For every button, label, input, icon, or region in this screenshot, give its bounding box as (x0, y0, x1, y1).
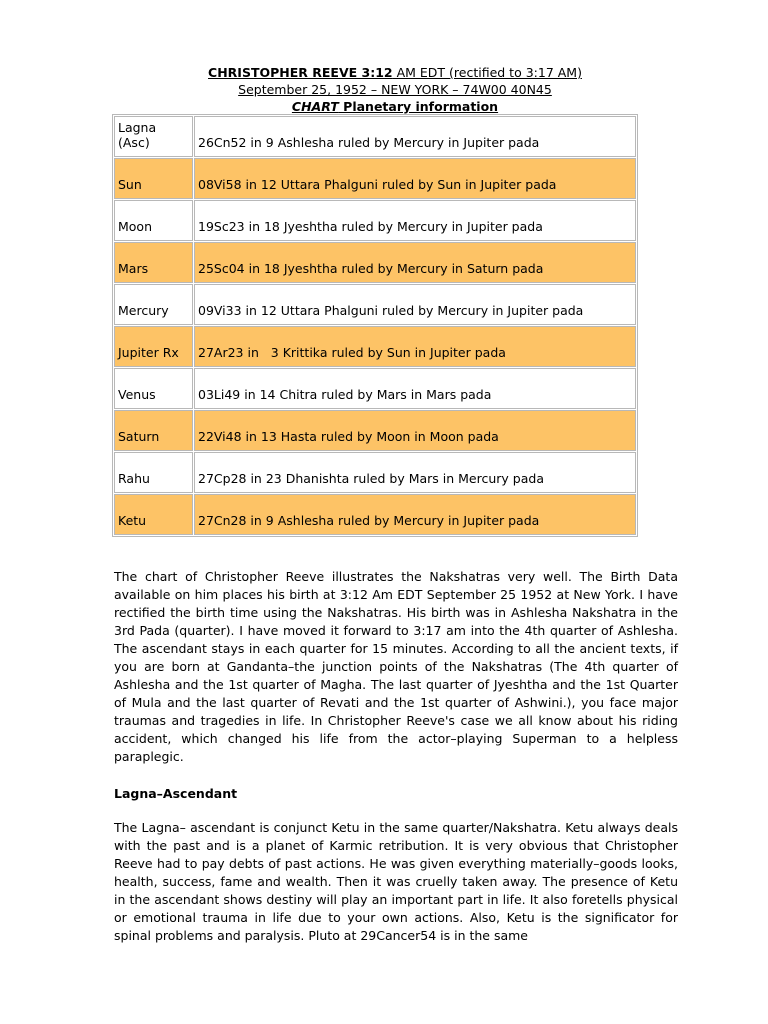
title-line (0, 64, 768, 81)
planetary-info-label: Planetary information (338, 99, 499, 114)
planet-info: 19Sc23 in 18 Jyeshtha ruled by Mercury in Jupiter pada (194, 200, 636, 241)
document-header (0, 64, 768, 115)
planet-info: 27Cn28 in 9 Ashlesha ruled by Mercury in Jupiter pada (194, 494, 636, 535)
section-heading: Lagna–Ascendant (114, 786, 238, 801)
planet-name: Mars (114, 242, 193, 283)
table-row (114, 452, 636, 493)
planet-name: Lagna (Asc) (114, 116, 193, 157)
table-row (114, 116, 636, 157)
chart-info-line (0, 98, 768, 115)
date-location-text: September 25, 1952 – NEW YORK – 74W00 40N45 (238, 82, 552, 97)
planet-name: Ketu (114, 494, 193, 535)
table-row (114, 284, 636, 325)
planet-info: 09Vi33 in 12 Uttara Phalguni ruled by Mercury in Jupiter pada (194, 284, 636, 325)
planet-name: Sun (114, 158, 193, 199)
table-row (114, 410, 636, 451)
lagna-paragraph: The Lagna– ascendant is conjunct Ketu in the same quarter/Nakshatra. Ketu always deals with the past and is a planet of Karmic retribution. It is very obvious that Christopher Reeve had to pay debts of past actions. He was given everything materially–goods looks, health, success, fame and wealth. Then it was cruelly taken away. The presence of Ketu in the ascendant shows destiny will play an important part in life. It also foretells physical or emotional trauma in life due to your own actions. Also, Ketu is the significator for spinal problems and paralysis. Pluto at 29Cancer54 is in the same (114, 820, 678, 943)
title-rest: AM EDT (rectified to 3:17 AM) (392, 65, 582, 80)
table-row (114, 368, 636, 409)
planet-info: 27Cp28 in 23 Dhanishta ruled by Mars in Mercury pada (194, 452, 636, 493)
planet-info: 08Vi58 in 12 Uttara Phalguni ruled by Sun in Jupiter pada (194, 158, 636, 199)
planet-info: 22Vi48 in 13 Hasta ruled by Moon in Moon pada (194, 410, 636, 451)
planet-name: Saturn (114, 410, 193, 451)
title-bold: CHRISTOPHER REEVE 3:12 (208, 65, 393, 80)
planet-name: Jupiter Rx (114, 326, 193, 367)
date-location-line (0, 81, 768, 98)
table-row (114, 158, 636, 199)
planet-name: Venus (114, 368, 193, 409)
table-row (114, 242, 636, 283)
planet-name: Moon (114, 200, 193, 241)
planet-name: Mercury (114, 284, 193, 325)
planet-info: 03Li49 in 14 Chitra ruled by Mars in Mars pada (194, 368, 636, 409)
chart-label: CHART (291, 99, 339, 114)
table-row (114, 494, 636, 535)
planet-info: 27Ar23 in 3 Krittika ruled by Sun in Jupiter pada (194, 326, 636, 367)
table-row (114, 326, 636, 367)
table-row (114, 200, 636, 241)
planet-info: 26Cn52 in 9 Ashlesha ruled by Mercury in Jupiter pada (194, 116, 636, 157)
planet-info: 25Sc04 in 18 Jyeshtha ruled by Mercury in Saturn pada (194, 242, 636, 283)
planetary-table (112, 114, 638, 537)
intro-paragraph: The chart of Christopher Reeve illustrates the Nakshatras very well. The Birth Data available on him places his birth at 3:12 Am EDT September 25 1952 at New York. I have rectified the birth time using the Nakshatras. His birth was in Ashlesha Nakshatra in the 3rd Pada (quarter). I have moved it forward to 3:17 am into the 4th quarter of Ashlesha. The ascendant stays in each quarter for 15 minutes. According to all the ancient texts, if you are born at Gandanta–the junction points of the Nakshatras (The 4th quarter of Ashlesha and the 1st quarter of Magha. The last quarter of Jyeshtha and the 1st Quarter of Mula and the last quarter of Revati and the 1st quarter of Ashwini.), you face major traumas and tragedies in life. In Christopher Reeve's case we all know about his riding accident, which changed his life from the actor–playing Superman to a helpless paraplegic. (114, 569, 678, 764)
planet-name: Rahu (114, 452, 193, 493)
